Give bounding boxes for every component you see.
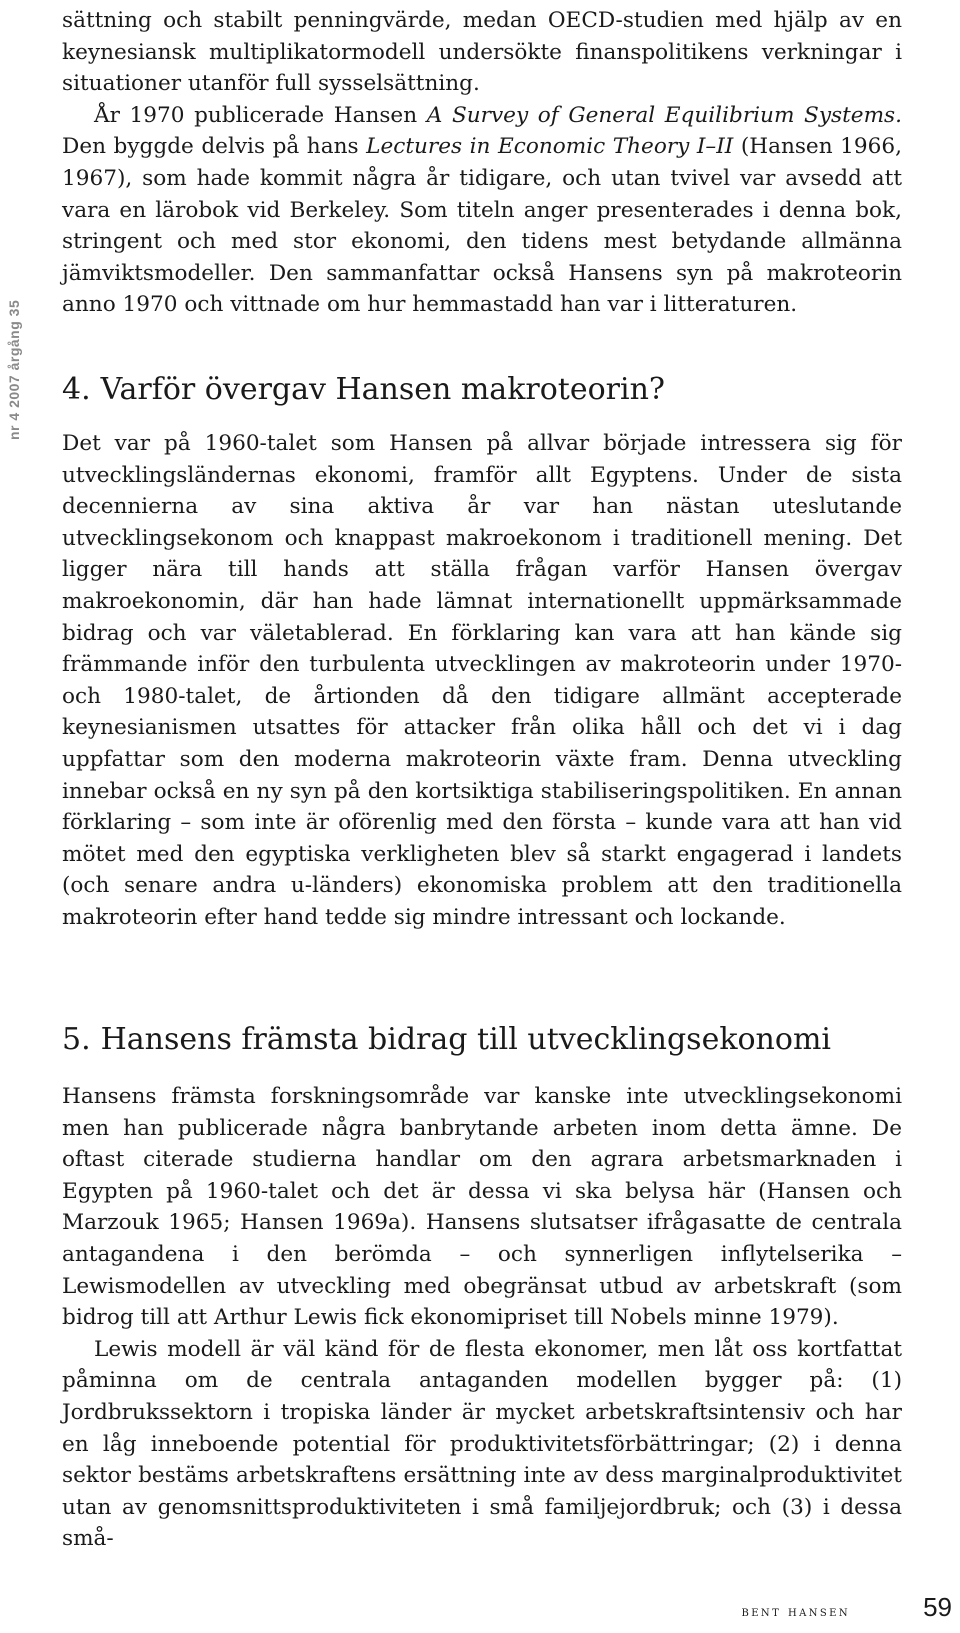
book-title-lectures: Lectures in Economic Theory I–II [366,134,734,160]
intro-paragraphs [62,5,902,321]
intro-paragraph-1: sättning och stabilt penningvärde, medan OECD-studien med hjälp av en keynesiansk multiplikatormodell undersökte finanspolitikens verkningar i situationer utanför full sysselsättning. [62,8,902,97]
intro-p2-text-after: (Hansen 1966, 1967), som hade kommit några år tidigare, och utan tvivel var avsedd att vara en lärobok vid Berkeley. Som titeln anger presenterades i denna bok, stringent och med stor ekonomi, den tidens mest betydande allmänna jämviktsmodeller. Den sammanfattar också Hansens syn på makroteorin anno 1970 och vittnade om hur hemmastadd han var i litteraturen. [62,134,902,318]
section-4-body [62,428,902,934]
section-5-heading [62,1020,922,1060]
running-footer-author: bent hansen [741,1604,850,1620]
book-title-survey: A Survey of General Equilibrium Systems. [426,102,902,128]
section-4-paragraph: Det var på 1960-talet som Hansen på allvar började intressera sig för utvecklingsländernas ekonomi, framför allt Egyptens. Under de sista decennierna av sina aktiva år var han nästan uteslutande utvecklingsekonom och knappast makroekonom i traditionell mening. Det ligger nära till hands att ställa frågan varför Hansen övergav makroekonomin, där han hade lämnat internationellt uppmärksammade bidrag och var väletablerad. En förklaring kan vara att han kände sig främmande inför den turbulenta utvecklingen av makroteorin under 1970- och 1980-talet, de årtionden då den tidigare allmänt accepterade keynesianismen utsattes för attacker från olika håll och det vi i dag uppfattar som den moderna makroteorin växte fram. Denna utveckling innebar också en ny syn på den kortsiktiga stabiliseringspolitiken. En annan förklaring – som inte är oförenlig med den första – kunde vara att han vid mötet med den egyptiska verkligheten blev så starkt engagerad i landets (och senare andra u-länders) ekonomiska problem att den traditionella makroteorin efter hand tedde sig mindre intressant och lockande. [62,431,902,930]
section-4-number: 4. [62,372,91,407]
section-5-body [62,1081,902,1555]
section-4-title: Varför övergav Hansen makroteorin? [100,372,665,407]
section-5-paragraph-1: Hansens främsta forskningsområde var kanske inte utvecklingsekonomi men han publicerade några banbrytande arbeten inom detta ämne. De oftast citerade studierna handlar om den agrara arbetsmarknaden i Egypten på 1960-talet och det är dessa vi ska belysa här (Hansen och Marzouk 1965; Hansen 1969a). Hansens slutsatser ifrågasatte de centrala antagandena i den berömda – och synnerligen inflytelserika – Lewismodellen av utveckling med obegränsat utbud av arbetskraft (som bidrog till att Arthur Lewis fick ekonomipriset till Nobels minne 1979). [62,1084,902,1331]
journal-issue-label: nr 4 2007 årgång 35 [6,299,22,440]
section-5-title: Hansens främsta bidrag till utvecklingsekonomi [100,1022,831,1057]
section-5-number: 5. [62,1022,91,1057]
intro-p2-text-middle: Den byggde delvis på hans [62,134,367,160]
page-number: 59 [923,1592,952,1622]
intro-paragraph-2 [62,100,902,321]
section-5-paragraph-2: Lewis modell är väl känd för de flesta ekonomer, men låt oss kortfattat påminna om de centrala antaganden modellen bygger på: (1) Jordbrukssektorn i tropiska länder är mycket arbetskraftsintensiv och har en låg inneboende potential för produktivitetsförbättringar; (2) i denna sektor bestäms arbetskraftens ersättning inte av dess marginalproduktivitet utan av genomsnittsproduktiviteten i små familjejordbruk; och (3) i dessa små- [62,1336,902,1552]
intro-p2-text-before: År 1970 publicerade Hansen [94,102,427,128]
section-4-heading [62,370,922,410]
